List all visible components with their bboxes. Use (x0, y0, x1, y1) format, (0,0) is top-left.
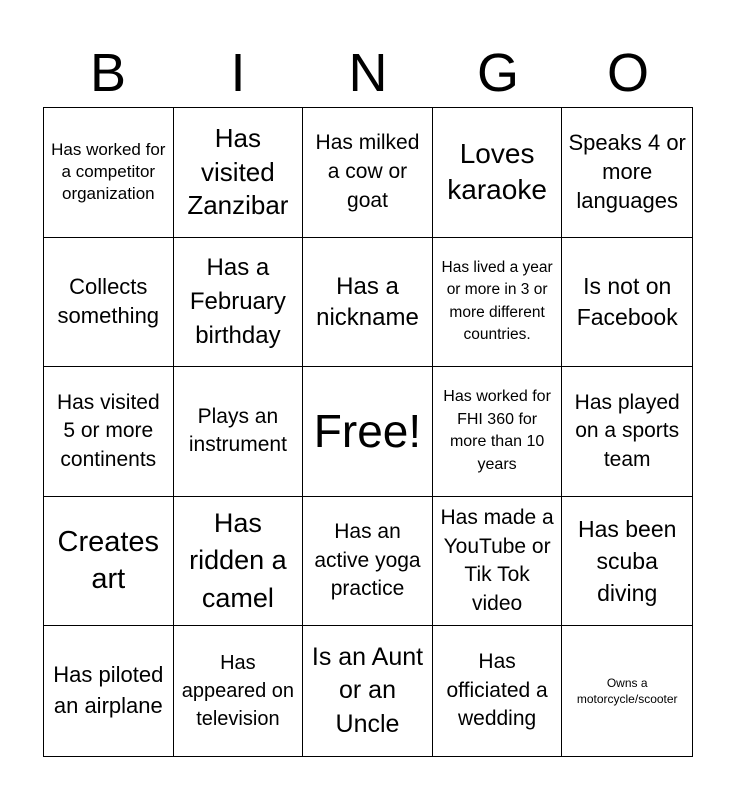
bingo-cell[interactable]: Collects something (44, 238, 174, 368)
header-letter-i: I (230, 43, 246, 103)
bingo-cell[interactable]: Has worked for FHI 360 for more than 10 years (433, 367, 563, 497)
bingo-cell[interactable]: Speaks 4 or more languages (562, 108, 692, 238)
header-letter-b: B (89, 43, 127, 103)
bingo-cell[interactable]: Has been scuba diving (562, 497, 692, 627)
bingo-cell[interactable]: Plays an instrument (174, 367, 304, 497)
bingo-cell[interactable]: Has worked for a competitor organization (44, 108, 174, 238)
bingo-cell[interactable]: Has made a YouTube or Tik Tok video (433, 497, 563, 627)
bingo-cell[interactable]: Has visited Zanzibar (174, 108, 304, 238)
bingo-cell[interactable]: Loves karaoke (433, 108, 563, 238)
bingo-cell[interactable]: Has appeared on television (174, 626, 304, 756)
bingo-cell[interactable]: Has ridden a camel (174, 497, 304, 627)
bingo-cell[interactable]: Has piloted an airplane (44, 626, 174, 756)
bingo-cell[interactable]: Has an active yoga practice (303, 497, 433, 627)
bingo-header (43, 40, 693, 106)
bingo-cell[interactable]: Has milked a cow or goat (303, 108, 433, 238)
bingo-cell[interactable]: Has played on a sports team (562, 367, 692, 497)
bingo-board (43, 107, 693, 757)
bingo-cell[interactable]: Has officiated a wedding (433, 626, 563, 756)
bingo-cell[interactable]: Is an Aunt or an Uncle (303, 626, 433, 756)
bingo-cell[interactable]: Has visited 5 or more continents (44, 367, 174, 497)
bingo-cell[interactable]: Has lived a year or more in 3 or more different countries. (433, 238, 563, 368)
free-space[interactable]: Free! (303, 367, 433, 497)
header-letter-g: G (476, 43, 519, 103)
bingo-cell[interactable]: Is not on Facebook (562, 238, 692, 368)
bingo-cell[interactable]: Owns a motorcycle/scooter (576, 676, 678, 707)
header-letter-o: O (606, 43, 649, 103)
bingo-cell[interactable]: Creates art (44, 497, 174, 627)
bingo-cell[interactable]: Has a nickname (303, 238, 433, 368)
header-letter-n: N (348, 43, 388, 103)
bingo-cell[interactable]: Has a February birthday (174, 238, 304, 368)
